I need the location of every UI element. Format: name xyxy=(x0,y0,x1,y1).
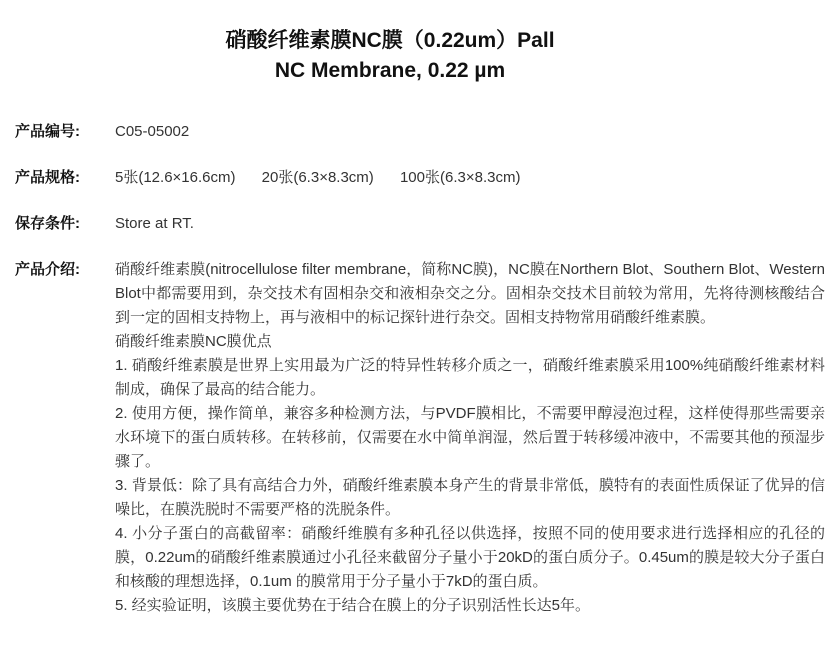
product-title-zh: 硝酸纤维素膜NC膜（0.22um）Pall xyxy=(225,29,555,52)
introduction-label: 产品介绍: xyxy=(15,261,80,278)
page-title xyxy=(15,26,765,86)
intro-advantage-3: 3. 背景低：除了具有高结合力外，硝酸纤维素膜本身产生的背景非常低，膜特有的表面性质保证了优异的信噪比，在膜洗脱时不需要严格的洗脱条件。 xyxy=(115,477,825,518)
intro-advantage-2: 2. 使用方便，操作简单，兼容多种检测方法，与PVDF膜相比，不需要甲醇浸泡过程，这样使得那些需要亲水环境下的蛋白质转移。在转移前，仅需要在水中简单润湿，然后置于转移缓冲液中，不需要其他的预湿步骤了。 xyxy=(115,405,825,470)
product-code-value: C05-05002 xyxy=(115,123,190,140)
storage-value: Store at RT. xyxy=(115,215,194,232)
field-row-product-code xyxy=(15,120,825,144)
spec-item-5-sheets: 5张(12.6×16.6cm) xyxy=(115,169,236,186)
field-row-introduction xyxy=(15,258,825,618)
intro-paragraph-overview: 硝酸纤维素膜(nitrocellulose filter membrane，简称NC膜)，NC膜在Northern Blot、Southern Blot、Western Blot中都需要用到，杂交技术有固相杂交和液相杂交之分。固相杂交技术目前较为常用，先将待测核酸结合到一定的固相支持物上，再与液相中的标记探针进行杂交。固相支持物常用硝酸纤维素膜。 xyxy=(115,261,825,326)
intro-advantages-heading: 硝酸纤维素膜NC膜优点 xyxy=(115,333,272,350)
product-specs-value xyxy=(115,166,825,190)
introduction-value xyxy=(115,258,825,618)
intro-advantage-4: 4. 小分子蛋白的高截留率：硝酸纤维膜有多种孔径以供选择，按照不同的使用要求进行选择相应的孔径的膜，0.22um的硝酸纤维素膜通过小孔径来截留分子量小于20kD的蛋白质分子。0.45um的膜是较大分子蛋白和核酸的理想选择，0.1um 的膜常用于分子量小于7kD的蛋白质。 xyxy=(115,525,825,590)
intro-advantage-5: 5. 经实验证明，该膜主要优势在于结合在膜上的分子识别活性长达5年。 xyxy=(115,597,591,614)
field-row-storage xyxy=(15,212,825,236)
product-title-en: NC Membrane, 0.22 µm xyxy=(274,59,506,82)
field-row-product-specs xyxy=(15,166,825,190)
storage-label: 保存条件: xyxy=(15,215,80,232)
intro-advantage-1: 1. 硝酸纤维素膜是世界上实用最为广泛的特异性转移介质之一，硝酸纤维素膜采用100%纯硝酸纤维素材料制成，确保了最高的结合能力。 xyxy=(115,357,825,398)
spec-item-100-sheets: 100张(6.3×8.3cm) xyxy=(399,169,521,186)
product-code-label: 产品编号: xyxy=(15,123,80,140)
spec-item-20-sheets: 20张(6.3×8.3cm) xyxy=(261,169,374,186)
product-specs-label: 产品规格: xyxy=(15,169,80,186)
